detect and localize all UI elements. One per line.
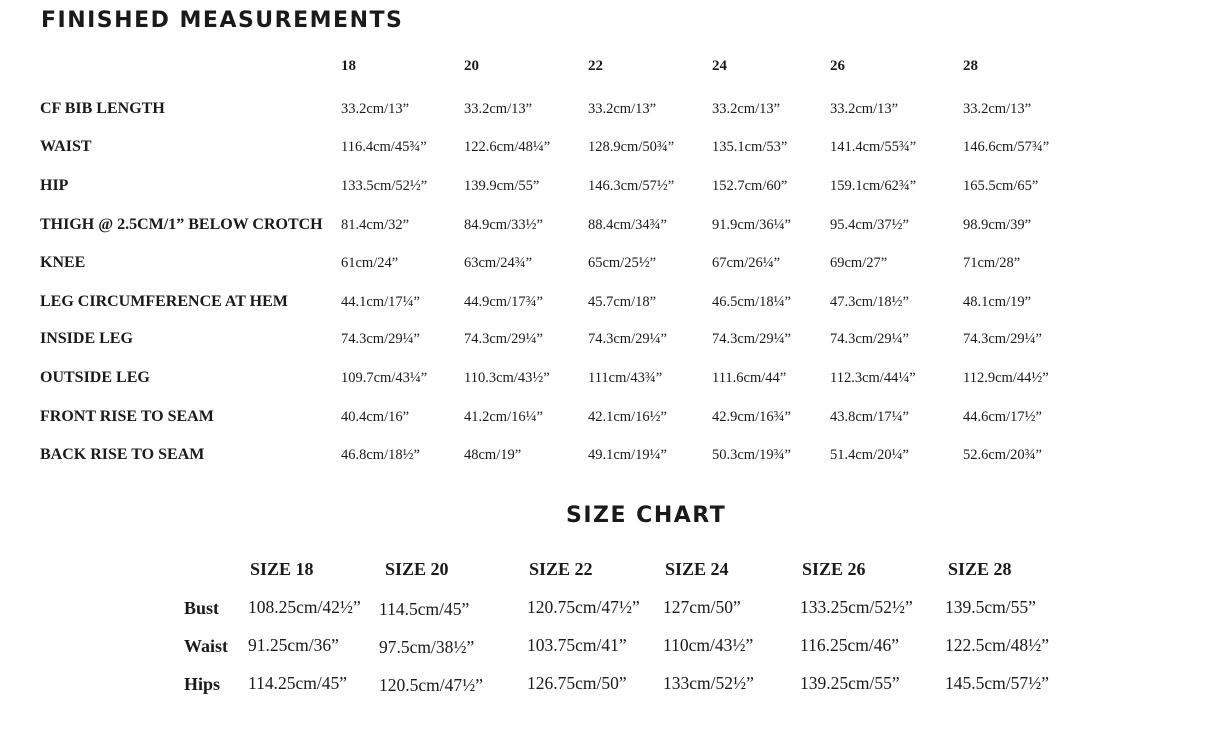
table-cell: 48cm/19” — [464, 447, 522, 463]
table-cell: 43.8cm/17¼” — [830, 409, 909, 425]
table-cell: 128.9cm/50¾” — [588, 139, 675, 155]
table-cell: 74.3cm/29¼” — [830, 331, 909, 347]
row-label: INSIDE LEG — [40, 330, 133, 347]
table-cell: 44.6cm/17½” — [963, 409, 1042, 425]
table-cell: 139.5cm/55” — [945, 597, 1036, 617]
table-cell: 33.2cm/13” — [963, 101, 1032, 117]
table-cell: 52.6cm/20¾” — [963, 447, 1042, 463]
table-cell: 91.9cm/36¼” — [712, 217, 791, 233]
table-cell: 69cm/27” — [830, 255, 888, 271]
table-cell: 44.9cm/17¾” — [464, 294, 543, 310]
column-header: SIZE 18 — [250, 559, 314, 579]
table-cell: 126.75cm/50” — [527, 673, 627, 693]
table-cell: 71cm/28” — [963, 255, 1021, 271]
column-header: SIZE 22 — [529, 559, 593, 579]
table-cell: 133cm/52½” — [663, 673, 754, 693]
table-cell: 65cm/25½” — [588, 255, 657, 271]
size-chart-title: SIZE CHART — [566, 503, 727, 528]
row-label: KNEE — [40, 254, 86, 271]
table-cell: 74.3cm/29¼” — [963, 331, 1042, 347]
row-label: FRONT RISE TO SEAM — [40, 408, 214, 425]
table-cell: 108.25cm/42½” — [248, 597, 361, 617]
table-cell: 165.5cm/65” — [963, 178, 1039, 194]
table-cell: 146.3cm/57½” — [588, 178, 675, 194]
table-cell: 74.3cm/29¼” — [712, 331, 791, 347]
table-cell: 74.3cm/29¼” — [464, 331, 543, 347]
row-label: Bust — [184, 598, 220, 618]
finished-measurements-title: FINISHED MEASUREMENTS — [41, 8, 404, 33]
table-cell: 67cm/26¼” — [712, 255, 781, 271]
table-cell: 98.9cm/39” — [963, 217, 1032, 233]
table-cell: 74.3cm/29¼” — [588, 331, 667, 347]
column-header: 28 — [963, 58, 978, 74]
table-cell: 45.7cm/18” — [588, 294, 657, 310]
table-cell: 114.25cm/45” — [248, 673, 347, 693]
table-cell: 111.6cm/44” — [712, 370, 787, 386]
row-label: WAIST — [40, 138, 92, 155]
table-cell: 33.2cm/13” — [464, 101, 533, 117]
table-cell: 139.25cm/55” — [800, 673, 900, 693]
table-cell: 145.5cm/57½” — [945, 673, 1050, 693]
table-cell: 33.2cm/13” — [341, 101, 410, 117]
table-cell: 49.1cm/19¼” — [588, 447, 667, 463]
table-cell: 159.1cm/62¾” — [830, 178, 917, 194]
table-cell: 97.5cm/38½” — [379, 637, 475, 657]
column-header: SIZE 28 — [948, 559, 1012, 579]
table-cell: 74.3cm/29¼” — [341, 331, 420, 347]
table-cell: 122.6cm/48¼” — [464, 139, 551, 155]
table-cell: 63cm/24¾” — [464, 255, 533, 271]
column-header: 20 — [464, 58, 479, 74]
row-label: HIP — [40, 177, 69, 194]
table-cell: 122.5cm/48½” — [945, 635, 1050, 655]
table-cell: 47.3cm/18½” — [830, 294, 909, 310]
table-cell: 112.9cm/44½” — [963, 370, 1049, 386]
column-header: 24 — [712, 58, 727, 74]
table-cell: 61cm/24” — [341, 255, 399, 271]
column-header: SIZE 20 — [385, 559, 449, 579]
table-cell: 51.4cm/20¼” — [830, 447, 909, 463]
row-label: Hips — [184, 674, 221, 694]
table-cell: 146.6cm/57¾” — [963, 139, 1050, 155]
table-cell: 44.1cm/17¼” — [341, 294, 420, 310]
table-cell: 135.1cm/53” — [712, 139, 788, 155]
table-cell: 116.4cm/45¾” — [341, 139, 427, 155]
table-cell: 33.2cm/13” — [712, 101, 781, 117]
table-cell: 50.3cm/19¾” — [712, 447, 791, 463]
table-cell: 42.9cm/16¾” — [712, 409, 791, 425]
table-cell: 127cm/50” — [663, 597, 741, 617]
row-label: Waist — [184, 636, 229, 656]
table-cell: 42.1cm/16½” — [588, 409, 667, 425]
table-cell: 88.4cm/34¾” — [588, 217, 667, 233]
table-cell: 120.75cm/47½” — [527, 597, 640, 617]
table-cell: 141.4cm/55¾” — [830, 139, 917, 155]
column-header: 26 — [830, 58, 845, 74]
table-cell: 103.75cm/41” — [527, 635, 627, 655]
table-cell: 48.1cm/19” — [963, 294, 1032, 310]
column-header: 22 — [588, 58, 603, 74]
column-header: SIZE 26 — [802, 559, 866, 579]
row-label: LEG CIRCUMFERENCE AT HEM — [40, 293, 288, 310]
table-cell: 116.25cm/46” — [800, 635, 899, 655]
table-cell: 33.2cm/13” — [588, 101, 657, 117]
column-header: SIZE 24 — [665, 559, 729, 579]
table-cell: 46.5cm/18¼” — [712, 294, 791, 310]
table-cell: 152.7cm/60” — [712, 178, 788, 194]
row-label: CF BIB LENGTH — [40, 100, 165, 117]
table-cell: 33.2cm/13” — [830, 101, 899, 117]
table-cell: 111cm/43¾” — [588, 370, 663, 386]
table-cell: 109.7cm/43¼” — [341, 370, 428, 386]
table-cell: 139.9cm/55” — [464, 178, 540, 194]
table-cell: 41.2cm/16¼” — [464, 409, 543, 425]
table-cell: 133.5cm/52½” — [341, 178, 428, 194]
table-cell: 91.25cm/36” — [248, 635, 339, 655]
row-label: OUTSIDE LEG — [40, 369, 150, 386]
row-label: BACK RISE TO SEAM — [40, 446, 205, 463]
row-label: THIGH @ 2.5CM/1” BELOW CROTCH — [40, 216, 323, 233]
column-header: 18 — [341, 58, 356, 74]
table-cell: 110cm/43½” — [663, 635, 754, 655]
table-cell: 95.4cm/37½” — [830, 217, 909, 233]
table-cell: 114.5cm/45” — [379, 599, 470, 619]
table-cell: 81.4cm/32” — [341, 217, 410, 233]
table-cell: 40.4cm/16” — [341, 409, 410, 425]
table-cell: 112.3cm/44¼” — [830, 370, 916, 386]
table-cell: 110.3cm/43½” — [464, 370, 550, 386]
table-cell: 46.8cm/18½” — [341, 447, 420, 463]
table-cell: 84.9cm/33½” — [464, 217, 543, 233]
table-cell: 133.25cm/52½” — [800, 597, 913, 617]
table-cell: 120.5cm/47½” — [379, 675, 484, 695]
